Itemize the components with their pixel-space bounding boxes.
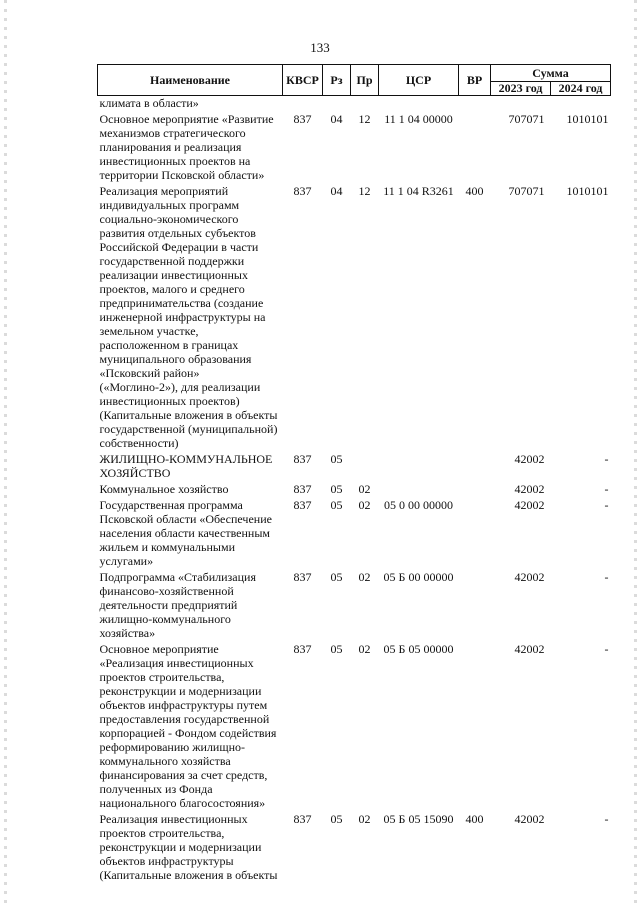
scan-edge-right bbox=[634, 0, 637, 905]
row-csr: 05 Б 00 00000 bbox=[383, 570, 454, 584]
row-sum-2024: - bbox=[604, 452, 609, 466]
row-sum-2023: 42002 bbox=[514, 498, 545, 512]
row-vr bbox=[459, 570, 491, 642]
row-vr bbox=[459, 112, 491, 184]
row-sum-2024: - bbox=[604, 812, 609, 826]
row-name: Основное мероприятие «Развитие механизмов стратегического планирования и реализация инвестиционных проектов на территории Псковской области» bbox=[99, 112, 274, 182]
row-vr: 400 bbox=[465, 184, 484, 198]
row-vr bbox=[459, 642, 491, 812]
header-year-2024: 2024 год bbox=[551, 82, 611, 96]
row-csr: 05 0 00 00000 bbox=[384, 498, 453, 512]
row-csr: 05 Б 05 00000 bbox=[383, 642, 454, 656]
row-kvsr: 837 bbox=[293, 452, 312, 466]
header-pr: Пр bbox=[351, 65, 379, 96]
row-name: Государственная программа Псковской области «Обеспечение населения области качественным жильем и коммунальными услугами» bbox=[99, 498, 272, 568]
row-sum-2023: 707071 bbox=[508, 184, 545, 198]
header-sum: Сумма bbox=[491, 65, 611, 82]
row-kvsr: 837 bbox=[293, 184, 312, 198]
row-rz: 05 bbox=[330, 482, 343, 496]
table-row bbox=[98, 184, 611, 452]
row-pr: 12 bbox=[358, 112, 371, 126]
row-sum-2024: 1010101 bbox=[566, 184, 609, 198]
header-kvsr: КВСР bbox=[283, 65, 323, 96]
row-vr bbox=[459, 498, 491, 570]
row-csr bbox=[379, 96, 459, 113]
row-pr: 02 bbox=[358, 498, 371, 512]
row-rz: 04 bbox=[330, 184, 343, 198]
table-body bbox=[98, 96, 611, 885]
row-sum-2023: 42002 bbox=[514, 482, 545, 496]
row-sum-2024: - bbox=[604, 570, 609, 584]
row-kvsr bbox=[283, 96, 323, 113]
row-vr bbox=[459, 452, 491, 482]
row-kvsr: 837 bbox=[293, 112, 312, 126]
row-kvsr: 837 bbox=[293, 482, 312, 496]
row-sum-2024: - bbox=[604, 498, 609, 512]
row-sum-2023: 707071 bbox=[508, 112, 545, 126]
row-name: Подпрограмма «Стабилизация финансово-хозяйственной деятельности предприятий жилищно-коммунального хозяйства» bbox=[99, 570, 256, 640]
table-row bbox=[98, 112, 611, 184]
row-pr bbox=[351, 96, 379, 113]
row-csr: 11 1 04 R3261 bbox=[383, 184, 454, 198]
row-name: Коммунальное хозяйство bbox=[99, 482, 229, 496]
table-header bbox=[98, 65, 611, 96]
row-kvsr: 837 bbox=[293, 642, 312, 656]
row-rz: 04 bbox=[330, 112, 343, 126]
table-row bbox=[98, 452, 611, 482]
budget-table bbox=[97, 64, 611, 884]
row-sum-2024: - bbox=[604, 482, 609, 496]
page-number: 133 bbox=[310, 40, 330, 55]
header-year-2023: 2023 год bbox=[491, 82, 551, 96]
row-rz: 05 bbox=[330, 642, 343, 656]
row-name: климата в области» bbox=[99, 96, 199, 110]
table-row bbox=[98, 96, 611, 113]
row-csr: 05 Б 05 15090 bbox=[383, 812, 454, 826]
row-rz: 05 bbox=[330, 498, 343, 512]
row-name: Основное мероприятие «Реализация инвестиционных проектов строительства, реконструкции и модернизации объектов инфраструктуры путем предоставления государственной корпорацией - Фондом содействия реформированию жилищно-коммунального хозяйства финансирования за счет средств, полученных из Фонда национального благосостояния» bbox=[99, 642, 277, 810]
row-pr: 02 bbox=[358, 642, 371, 656]
row-sum-2023: 42002 bbox=[514, 452, 545, 466]
row-sum-2023: 42002 bbox=[514, 812, 545, 826]
row-sum-2024 bbox=[551, 96, 611, 113]
header-vr: ВР bbox=[459, 65, 491, 96]
row-sum-2023: 42002 bbox=[514, 570, 545, 584]
row-sum-2023 bbox=[491, 96, 551, 113]
row-pr bbox=[351, 452, 379, 482]
header-name: Наименование bbox=[98, 65, 283, 96]
header-csr: ЦСР bbox=[379, 65, 459, 96]
row-rz bbox=[323, 96, 351, 113]
table-row bbox=[98, 570, 611, 642]
row-csr: 11 1 04 00000 bbox=[384, 112, 453, 126]
row-kvsr: 837 bbox=[293, 812, 312, 826]
row-vr bbox=[459, 96, 491, 113]
row-pr: 02 bbox=[358, 812, 371, 826]
header-rz: Рз bbox=[323, 65, 351, 96]
row-pr: 02 bbox=[358, 482, 371, 496]
row-kvsr: 837 bbox=[293, 570, 312, 584]
table-row bbox=[98, 482, 611, 498]
table-row bbox=[98, 642, 611, 812]
row-vr: 400 bbox=[465, 812, 484, 826]
row-sum-2024: - bbox=[604, 642, 609, 656]
row-name: Реализация мероприятий индивидуальных программ социально-экономического развития отдельных субъектов Российской Федерации в части государственной поддержки реализации инвестиционных проектов, малого и среднего предпринимательства (создание инженерной инфраструктуры на земельном участке, расположенном в границах муниципального образования «Псковский район» («Моглино-2»), для реализации инвестиционных проектов) (Капитальные вложения в объекты государственной (муниципальной) собственности) bbox=[99, 184, 278, 450]
row-vr bbox=[459, 482, 491, 498]
table-row bbox=[98, 498, 611, 570]
row-name: ЖИЛИЩНО-КОММУНАЛЬНОЕ ХОЗЯЙСТВО bbox=[99, 452, 273, 480]
row-pr: 02 bbox=[358, 570, 371, 584]
row-csr bbox=[379, 452, 459, 482]
row-pr: 12 bbox=[358, 184, 371, 198]
table-row bbox=[98, 812, 611, 884]
row-rz: 05 bbox=[330, 452, 343, 466]
row-name: Реализация инвестиционных проектов строительства, реконструкции и модернизации объектов инфраструктуры (Капитальные вложения в объекты bbox=[99, 812, 278, 882]
row-kvsr: 837 bbox=[293, 498, 312, 512]
row-rz: 05 bbox=[330, 570, 343, 584]
row-sum-2023: 42002 bbox=[514, 642, 545, 656]
scan-edge-left bbox=[4, 0, 7, 905]
row-rz: 05 bbox=[330, 812, 343, 826]
row-csr bbox=[379, 482, 459, 498]
row-sum-2024: 1010101 bbox=[566, 112, 609, 126]
